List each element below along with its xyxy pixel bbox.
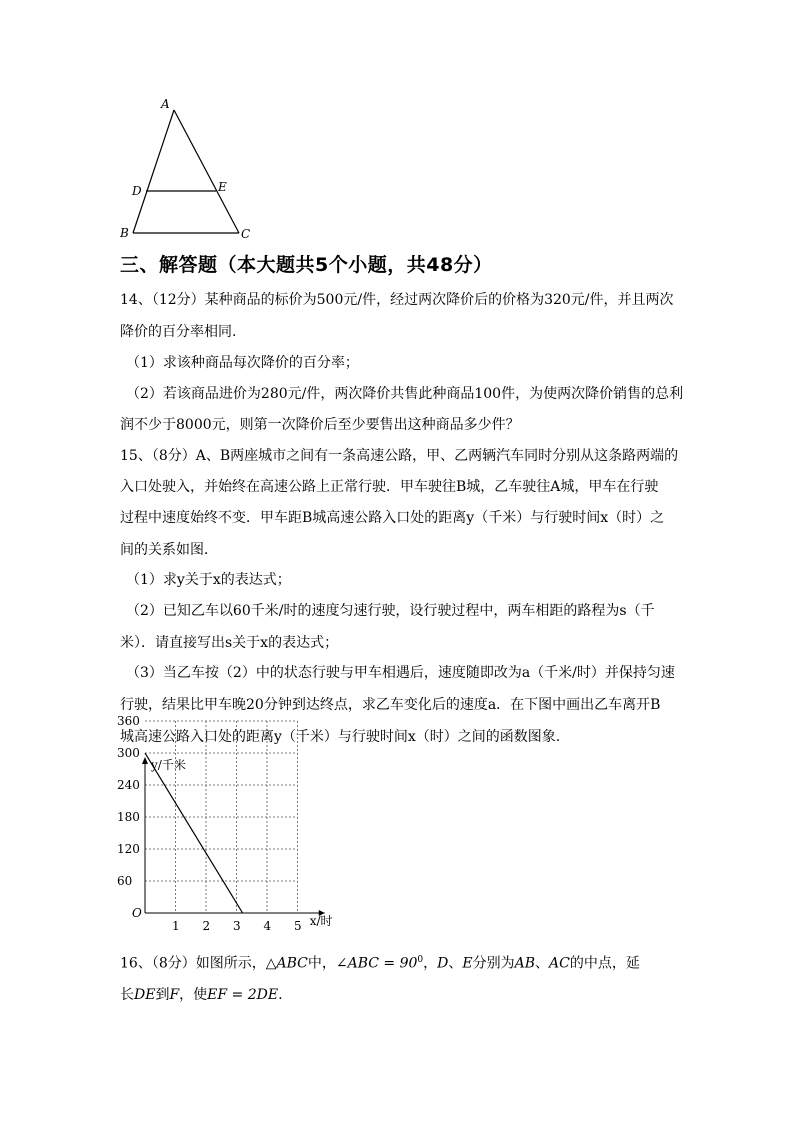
q14-part-2-line-1: （2）若该商品进价为280元/件，两次降价共售此种商品100件，为使两次降价销售的总利 — [126, 386, 684, 402]
y-tick-label: 360 — [117, 714, 140, 728]
q16-text: ，使 — [179, 987, 208, 1003]
x-tick-label: 3 — [233, 919, 241, 933]
y-axis-label: y/千米 — [151, 758, 186, 772]
y-axis-arrow — [142, 757, 148, 764]
q15-line-3: 过程中速度始终不变．甲车距B城高速公路入口处的距离y（千米）与行驶时间x（时）之 — [120, 510, 665, 526]
q15-part-3-line-1: （3）当乙车按（2）中的状态行驶与甲车相遇后，速度随即改为a（千米/时）并保持匀速 — [126, 665, 675, 681]
q16-text: . — [278, 987, 283, 1003]
q16-text: 到 — [155, 987, 170, 1003]
q16-text: 分别为 — [472, 955, 515, 972]
y-tick-label: 60 — [117, 874, 133, 888]
q16-line-2 — [120, 985, 283, 1005]
q15-part-1: （1）求y关于x的表达式； — [126, 572, 291, 588]
q16-degree: 0 — [417, 955, 424, 965]
q16-segment-ac: AC — [549, 955, 570, 972]
q15-part-2-line-1: （2）已知乙车以60千米/时的速度匀速行驶，设行驶过程中，两车相距的路程为s（千 — [126, 603, 655, 619]
x-tick-label: 2 — [202, 919, 211, 933]
x-tick-label: 4 — [263, 919, 272, 933]
origin-label: O — [132, 906, 142, 920]
q14-part-1: （1）求该种商品每次降价的百分率； — [126, 355, 359, 371]
q15-line-4: 间的关系如图． — [120, 542, 218, 558]
q14-line-1: 14、（12分）某种商品的标价为500元/件，经过两次降价后的价格为320元/件，并且两次 — [120, 292, 674, 308]
q16-point-f: F — [169, 987, 180, 1003]
q16-text: ， — [423, 955, 438, 972]
label-e: E — [218, 180, 227, 194]
q15-part-3-line-3: 城高速公路入口处的距离y（千米）与行驶时间x（时）之间的函数图象. — [120, 729, 561, 745]
q16-text: 中， — [307, 955, 336, 972]
q15-part-3-line-2: 行驶，结果比甲车晚20分钟到达终点，求乙车变化后的速度a．在下图中画出乙车离开B — [120, 697, 661, 713]
x-tick-label: 1 — [172, 919, 180, 933]
label-c: C — [241, 227, 251, 241]
y-tick-label: 240 — [117, 778, 140, 792]
q16-triangle: △ABC — [265, 955, 308, 972]
y-tick-label: 300 — [117, 746, 140, 760]
q15-part-2-line-2: 米）．请直接写出s关于x的表达式； — [120, 635, 339, 651]
label-b: B — [120, 226, 129, 240]
q16-segment-de: DE — [134, 987, 156, 1003]
side-ac — [174, 110, 239, 233]
q16-prefix: 16、（8分）如图所示， — [120, 955, 266, 972]
q16-point-d: D — [437, 955, 449, 972]
q15-line-2: 入口处驶入，并始终在高速公路上正常行驶．甲车驶往B城，乙车驶往A城，甲车在行驶 — [120, 479, 659, 495]
q16-line-1 — [120, 950, 640, 974]
label-d: D — [132, 184, 142, 198]
q16-equation: EF = 2DE — [207, 987, 279, 1003]
q16-point-e: E — [462, 955, 473, 972]
q16-text: 、 — [448, 955, 463, 972]
q16-text: 长 — [120, 987, 134, 1003]
q14-part-2-line-2: 润不少于8000元，则第一次降价后至少要售出这种商品多少件？ — [120, 417, 520, 433]
side-ab — [133, 110, 174, 233]
q16-text: 、 — [535, 955, 550, 972]
x-axis-label: x/时 — [309, 914, 333, 928]
q16-text: 的中点，延 — [569, 955, 640, 972]
q14-line-2: 降价的百分率相同. — [120, 324, 237, 340]
q16-segment-ab: AB — [514, 955, 536, 972]
label-a: A — [161, 97, 170, 111]
section-header: 三、解答题（本大题共5个小题，共48分） — [120, 254, 493, 276]
triangle-figure — [112, 95, 262, 245]
series-line — [145, 753, 243, 913]
y-tick-label: 120 — [117, 842, 140, 856]
q15-line-1: 15、（8分）A、B两座城市之间有一条高速公路，甲、乙两辆汽车同时分别从这条路两端的 — [120, 448, 679, 464]
q16-angle: ∠ABC = 90 — [335, 955, 418, 972]
y-tick-label: 180 — [117, 810, 140, 824]
x-tick-label: 5 — [294, 919, 302, 933]
